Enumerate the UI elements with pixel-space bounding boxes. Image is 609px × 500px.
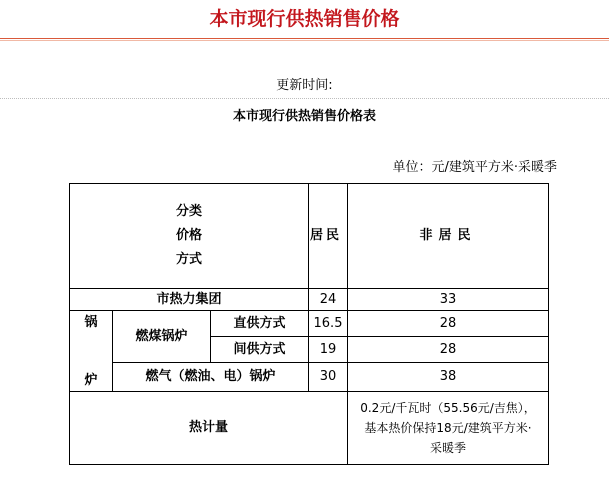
table-row (70, 289, 549, 311)
metered-line-1: 0.2元/千瓦时（55.56元/吉焦）， (360, 401, 536, 415)
metered-line-2: 基本热价保持18元/建筑平方米· (364, 421, 532, 435)
header-category: 分类 (175, 204, 202, 219)
price-table (69, 183, 549, 465)
indirect-supply-residential: 19 (309, 337, 348, 363)
metered-line-3: 采暖季 (429, 441, 466, 455)
header-price: 价格 (175, 228, 202, 243)
indirect-supply-non-residential: 28 (348, 337, 549, 363)
boiler-label-bottom: 炉 (84, 373, 98, 388)
gas-boiler-residential: 30 (309, 363, 348, 392)
dotted-divider (0, 98, 609, 99)
direct-supply-label: 直供方式 (211, 311, 309, 337)
table-title: 本市现行供热销售价格表 (232, 109, 376, 124)
header-method: 方式 (175, 252, 202, 267)
indirect-supply-label: 间供方式 (211, 337, 309, 363)
gas-boiler-non-residential: 38 (348, 363, 549, 392)
city-group-label: 市热力集团 (70, 289, 309, 311)
header-non-residential: 非居民 (348, 184, 549, 289)
page-title: 本市现行供热销售价格 (0, 0, 609, 39)
boiler-label-cell (70, 311, 113, 392)
city-group-non-residential: 33 (348, 289, 549, 311)
table-row (70, 311, 549, 337)
header-category-cell (70, 184, 309, 289)
metered-price-cell (348, 392, 549, 465)
table-header-row (70, 184, 549, 289)
table-row (70, 392, 549, 465)
table-row (70, 363, 549, 392)
coal-boiler-label: 燃煤锅炉 (113, 311, 211, 363)
unit-note: 单位：元/建筑平方米·采暖季 (392, 160, 557, 175)
city-group-residential: 24 (309, 289, 348, 311)
direct-supply-residential: 16.5 (309, 311, 348, 337)
gas-boiler-label: 燃气（燃油、电）锅炉 (113, 363, 309, 392)
metered-label: 热计量 (70, 392, 348, 465)
boiler-label-top: 锅 (84, 315, 98, 330)
header-residential: 居民 (309, 184, 348, 289)
direct-supply-non-residential: 28 (348, 311, 549, 337)
update-time: 更新时间: (276, 78, 333, 93)
